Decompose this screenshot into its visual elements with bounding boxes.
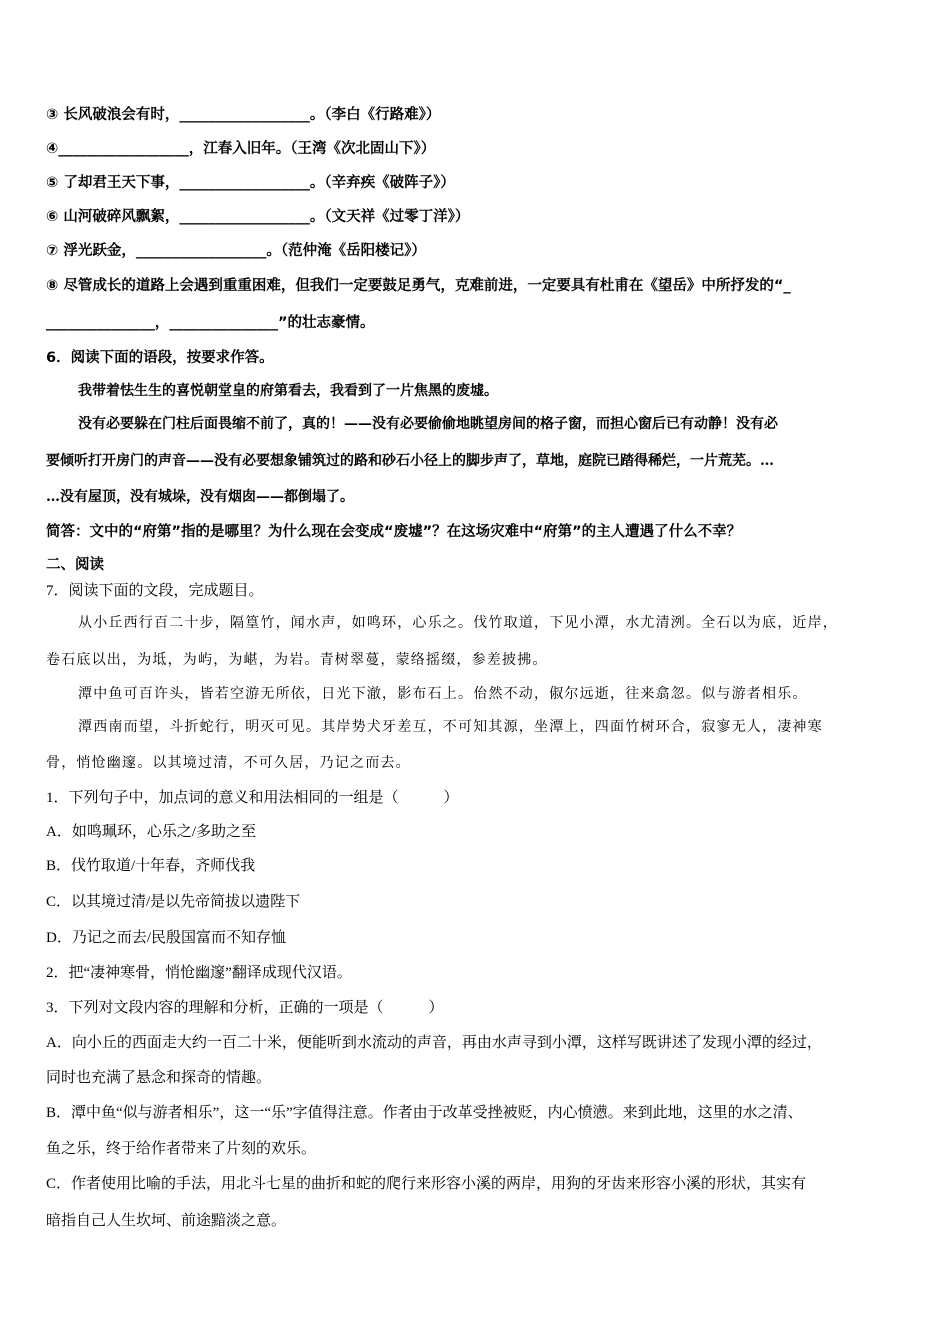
q7-passage-line: 潭西南而望，斗折蛇行，明灭可见。其岸势犬牙差互，不可知其源，坐潭上，四面竹树环合，寂寥无人，凄神寒 (78, 719, 823, 735)
option-d: D．乃记之而去/民殷国富而不知存恤 (46, 930, 287, 946)
poem-line-4: ④__________________，江春入旧年。（王湾《次北固山下》） (46, 141, 436, 157)
option-a: A．向小丘的西面走大约一百二十米，便能听到水流动的声音，再由水声寻到小潭，这样写既讲述了发现小潭的经过， (46, 1035, 822, 1051)
option-c: C．以其境过清/是以先帝简拔以遗陛下 (46, 894, 301, 910)
q6-passage-line: 要倾听打开房门的声音——没有必要想象铺筑过的路和砂石小径上的脚步声了，草地，庭院已踏得稀烂，一片荒芜。… (46, 453, 774, 469)
poem-line-7: ⑦ 浮光跃金，__________________。（范仲淹《岳阳楼记》） (46, 243, 426, 259)
option-c-cont: 暗指自己人生坎坷、前途黯淡之意。 (46, 1213, 287, 1229)
q7-passage-line: 卷石底以出，为坻，为屿，为嵁，为岩。青树翠蔓，蒙络摇缀，参差披拂。 (46, 652, 548, 668)
option-a-cont: 同时也充满了悬念和探奇的情趣。 (46, 1070, 272, 1086)
q6-heading: 6．阅读下面的语段，按要求作答。 (46, 350, 274, 366)
q7-heading: 7．阅读下面的文段，完成题目。 (46, 583, 264, 599)
q7-passage-line: 潭中鱼可百许头，皆若空游无所依，日光下澈，影布石上。佁然不动，俶尔远逝，往来翕忽。似与游者相乐。 (78, 686, 808, 702)
q6-passage-line: …没有屋顶，没有城垛，没有烟囱——都倒塌了。 (46, 489, 354, 505)
poem-line-3: ③ 长风破浪会有时，__________________。（李白《行路难》） (46, 107, 441, 123)
option-c: C．作者使用比喻的手法，用北斗七星的曲折和蛇的爬行来形容小溪的两岸，用狗的牙齿来形容小溪的形状，其实有 (46, 1176, 807, 1192)
q7-passage-line: 骨，悄怆幽邃。以其境过清，不可久居，乃记之而去。 (46, 755, 411, 771)
q6-passage-line: 我带着怯生生的喜悦朝堂皇的府第看去，我看到了一片焦黑的废墟。 (78, 383, 498, 399)
sub1-question: 1．下列句子中，加点词的意义和用法相同的一组是（ ） (46, 790, 459, 806)
option-a: A．如鸣珮环，心乐之/多助之至 (46, 824, 257, 840)
poem-line-8-cont: _______________，_______________”的壮志豪情。 (46, 315, 375, 331)
q6-question: 简答：文中的“府第”指的是哪里？为什么现在会变成“废墟”？在这场灾难中“府第”的主人遭遇了什么不幸？ (46, 524, 742, 540)
option-b-cont: 鱼之乐，终于给作者带来了片刻的欢乐。 (46, 1141, 317, 1157)
q7-passage-line: 从小丘西行百二十步，隔篁竹，闻水声，如鸣环，心乐之。伐竹取道，下见小潭，水尤清洌。全石以为底，近岸， (78, 615, 838, 631)
option-b: B．潭中鱼“似与游者相乐”，这一“乐”字值得注意。作者由于改革受挫被贬，内心愤懑。来到此地，这里的水之清、 (46, 1105, 803, 1121)
poem-line-8: ⑧ 尽管成长的道路上会遇到重重困难，但我们一定要鼓足勇气，克难前进，一定要具有杜甫在《望岳》中所抒发的“_ (46, 278, 791, 294)
section-title: 二、阅读 (46, 557, 104, 573)
sub2-question: 2．把“凄神寒骨，悄怆幽邃”翻译成现代汉语。 (46, 965, 352, 981)
poem-line-5: ⑤ 了却君王天下事，__________________。（辛弃疾《破阵子》） (46, 175, 455, 191)
option-b: B．伐竹取道/十年春，齐师伐我 (46, 858, 256, 874)
q6-passage-line: 没有必要躲在门柱后面畏缩不前了，真的！——没有必要偷偷地眺望房间的格子窗，而担心窗后已有动静！没有必 (78, 416, 778, 432)
sub3-question: 3．下列对文段内容的理解和分析，正确的一项是（ ） (46, 1000, 444, 1016)
poem-line-6: ⑥ 山河破碎风飘絮，__________________。（文天祥《过零丁洋》） (46, 209, 470, 225)
